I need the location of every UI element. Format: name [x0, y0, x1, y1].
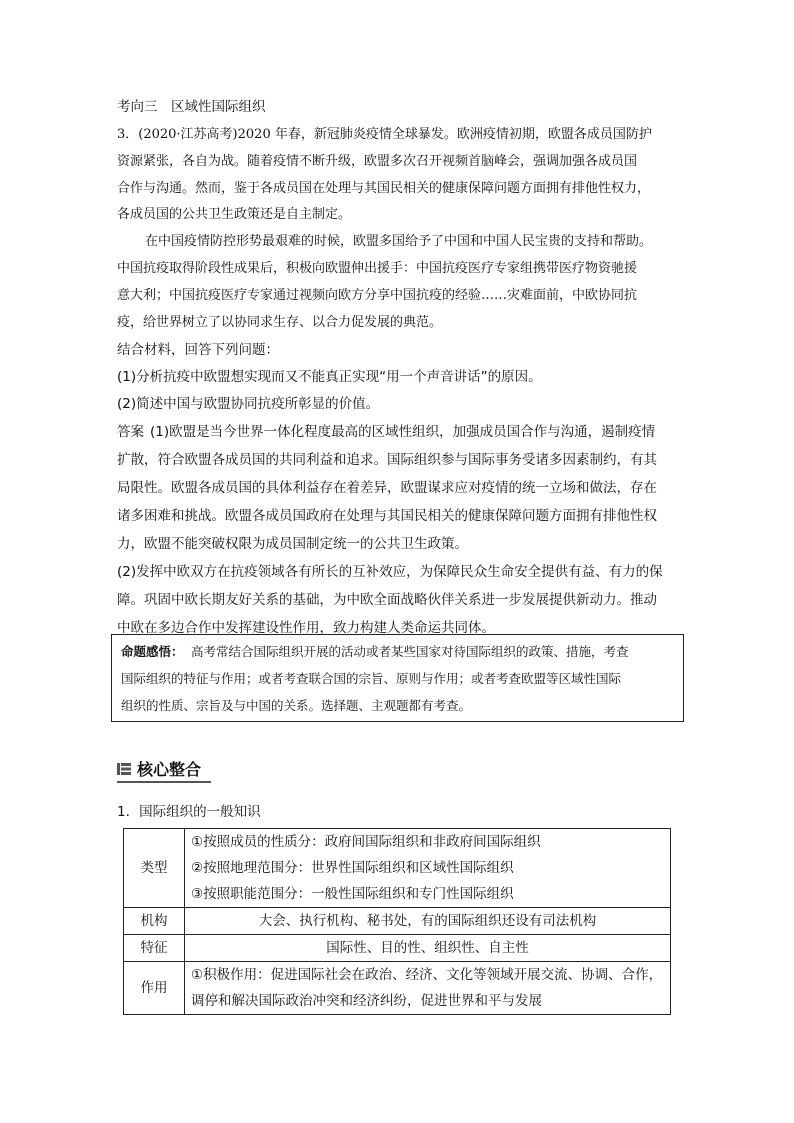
insight-line: 国际组织的特征与作用；或者考查联合国的宗旨、原则与作用；或者考查欧盟等区域性国际 [121, 671, 622, 686]
cell-line: ②按照地理范围分：世界性国际组织和区域性国际组织 [191, 860, 514, 876]
cell-line: 调停和解决国际政治冲突和经济纠纷，促进世界和平与发展 [191, 993, 542, 1009]
row-content [185, 829, 671, 908]
row-head: 机构 [124, 908, 185, 935]
cell-line: ①积极作用：促进国际社会在政治、经济、文化等领域开展交流、协调、合作， [191, 967, 663, 983]
question-2: (2)简述中国与欧盟协同抗疫所彰显的价值。 [117, 396, 380, 412]
row-content [185, 935, 671, 962]
table-row [124, 962, 671, 1015]
answer-line: 中欧在多边合作中发挥建设性作用，致力构建人类命运共同体。 [117, 620, 495, 636]
question-prompt: 结合材料，回答下列问题： [117, 342, 279, 358]
insight-label: 命题感悟： [121, 644, 184, 659]
row-head: 特征 [124, 935, 185, 962]
cell-line: 国际性、目的性、组织性、自主性 [326, 940, 529, 956]
header-underline [117, 781, 211, 783]
table-row [124, 935, 671, 962]
table-row [124, 908, 671, 935]
material-line: 意大利；中国抗疫医疗专家通过视频向欧方分享中国抗疫的经验……灾难面前，中欧协同抗 [117, 288, 638, 303]
knowledge-table [123, 828, 671, 1015]
row-content [185, 908, 671, 935]
cell-line: 大会、执行机构、秘书处，有的国际组织还设有司法机构 [258, 913, 597, 929]
insight-box [111, 634, 684, 722]
section-title: 考向三 区域性国际组织 [117, 99, 266, 115]
question-line: 资源紧张，各自为战。随着疫情不断升级，欧盟多次召开视频首脑峰会，强调加强各成员国 [117, 154, 638, 169]
material-line: 在中国疫情防控形势最艰难的时候，欧盟多国给予了中国和中国人民宝贵的支持和帮助。 [145, 234, 653, 249]
answer-line: (1)欧盟是当今世界一体化程度最高的区域性组织，加强成员国合作与沟通，遏制疫情 [150, 424, 656, 440]
answer-line: 扩散，符合欧盟各成员国的共同利益和追求。国际组织参与国际事务受诸多因素制约，有其 [117, 452, 657, 468]
answer-line: 诸多困难和挑战。欧盟各成员国政府在处理与其国民相关的健康保障问题方面拥有排他性权 [117, 508, 657, 524]
row-content [185, 962, 671, 1015]
answer-label: 答案 [117, 424, 144, 440]
header-bars-icon [117, 763, 131, 775]
answer-line: (2)发挥中欧双方在抗疫领域各有所长的互补效应，为保障民众生命安全提供有益、有力的保 [117, 564, 663, 580]
table-row [124, 829, 671, 908]
insight-line: 组织的性质、宗旨及与中国的关系。选择题、主观题都有考查。 [121, 698, 472, 713]
question-line: 3．(2020·江苏高考)2020 年春，新冠肺炎疫情全球暴发。欧洲疫情初期，欧盟各成员国防护 [117, 127, 652, 142]
question-1: (1)分析抗疫中欧盟想实现而又不能真正实现“用一个声音讲话”的原因。 [117, 369, 542, 385]
insight-line: 高考常结合国际组织开展的活动或者某些国家对待国际组织的政策、措施，考查 [191, 644, 629, 659]
row-head: 作用 [124, 962, 185, 1015]
cell-line: ③按照职能范围分：一般性国际组织和专门性国际组织 [191, 886, 514, 902]
item-1-title: 1．国际组织的一般知识 [117, 804, 261, 820]
answer-line: 力，欧盟不能突破权限为成员国制定统一的公共卫生政策。 [117, 536, 468, 552]
cell-line: ①按照成员的性质分：政府间国际组织和非政府间国际组织 [191, 834, 541, 850]
core-header: 核心整合 [137, 760, 202, 779]
material-line: 疫，给世界树立了以协同求生存、以合力促发展的典范。 [117, 315, 443, 330]
answer-line: 障。巩固中欧长期友好关系的基础，为中欧全面战略伙伴关系进一步发展提供新动力。推动 [117, 592, 657, 608]
material-line: 中国抗疫取得阶段性成果后，积极向欧盟伸出援手：中国抗疫医疗专家组携带医疗物资驰援 [117, 261, 638, 276]
answer-line: 局限性。欧盟各成员国的具体利益存在着差异，欧盟谋求应对疫情的统一立场和做法，存在 [117, 480, 657, 496]
question-line: 合作与沟通。然而，鉴于各成员国在处理与其国民相关的健康保障问题方面拥有排他性权力， [117, 181, 651, 196]
question-line: 各成员国的公共卫生政策还是自主制定。 [117, 207, 352, 222]
row-head: 类型 [124, 829, 185, 908]
